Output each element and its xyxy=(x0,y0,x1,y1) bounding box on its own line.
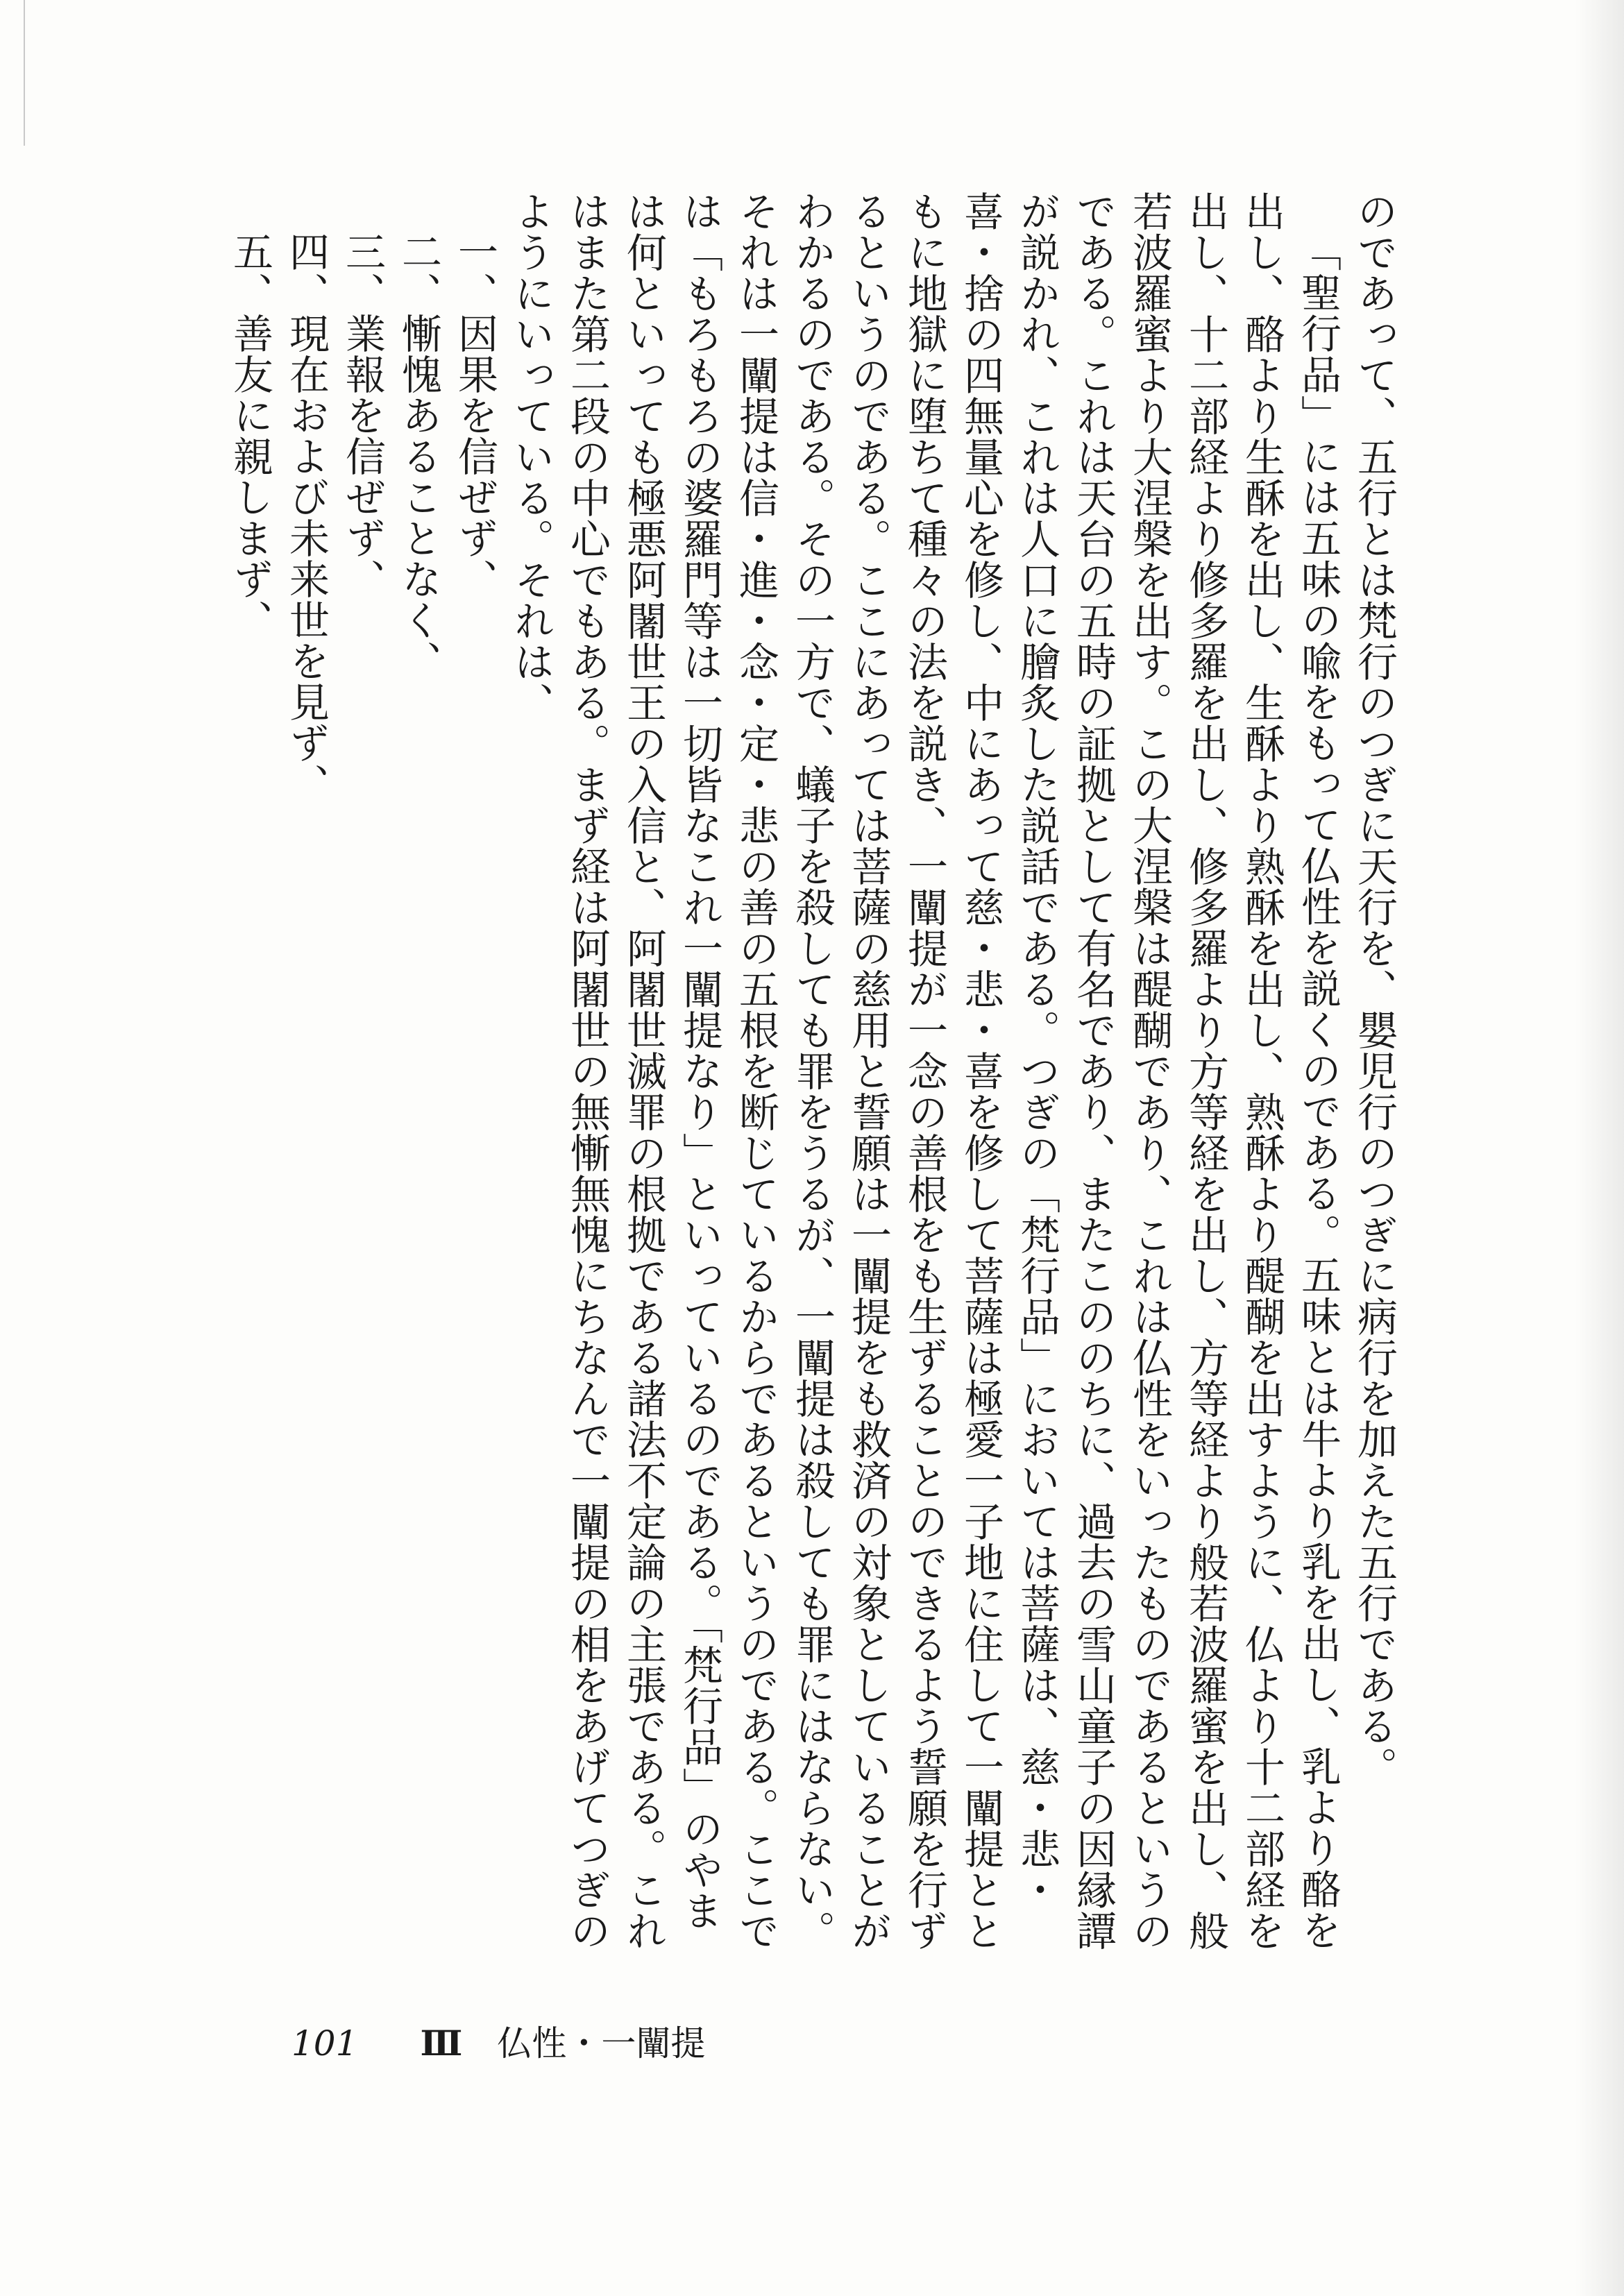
vertical-text-body xyxy=(226,191,1402,1953)
paragraph-continuation: のであって、五行とは梵行のつぎに天行を、嬰児行のつぎに病行を加えた五行である。 xyxy=(1351,191,1398,1787)
list-item: 三、業報を信ぜず、 xyxy=(339,231,386,599)
scan-edge-line xyxy=(24,0,25,146)
page-edge-shadow xyxy=(1575,0,1624,2296)
list-item: 四、現在および未来世を見ず、 xyxy=(282,231,330,804)
chapter-title: 仏性・一闡提 xyxy=(497,2023,706,2064)
running-footer xyxy=(291,2016,705,2066)
page-number: 101 xyxy=(291,2023,358,2064)
chapter-number: Ⅲ xyxy=(420,2023,463,2064)
paragraph-main: 「聖行品」には五味の喩をもって仏性を説くのである。五味とは牛より乳を出し、乳より酪を出し、酪より生酥を出し、生酥より熟酥を出し、熟酥より醍醐を出すように、仏より十二部経を出し、十二部経より修多羅を出し、修多羅より方等経を出し、方等経より般若波羅蜜を出し、般若波羅蜜より大涅槃を出す。この大涅槃は醍醐であり、これは仏性をいったものであるというのである。これは天台の五時の証拠として有名であり、またこののちに、過去の雪山童子の因縁譚が説かれ、これは人口に膾炙した説話である。つぎの「梵行品」においては菩薩は、慈・悲・喜・捨の四無量心を修し、中にあって慈・悲・喜を修して菩薩は極愛一子地に住して一闡提とともに地獄に堕ちて種々の法を説き、一闡提が一念の善根をも生ずることのできるよう誓願を行ずるというのである。ここにあっては菩薩の慈用と誓願は一闡提をも救済の対象としていることがわかるのである。その一方で、蟻子を殺しても罪をうるが、一闡提は殺しても罪にはならない。それは一闡提は信・進・念・定・悲の善の五根を断じているからであるというのである。ここでは「もろもろの婆羅門等は一切皆なこれ一闡提なり」といっているのである。「梵行品」のやまは何といっても極悪阿闍世王の入信と、阿闍世滅罪の根拠である諸法不定論の主張である。これはまた第二段の中心でもある。まず経は阿闍世の無慚無愧にちなんで一闡提の相をあげてつぎのようにいっている。それは、 xyxy=(507,191,1342,1951)
list-item: 五、善友に親しまず、 xyxy=(226,231,273,640)
list-item: 一、因果を信ぜず、 xyxy=(451,231,498,599)
list-item: 二、慚愧あることなく、 xyxy=(395,231,442,681)
